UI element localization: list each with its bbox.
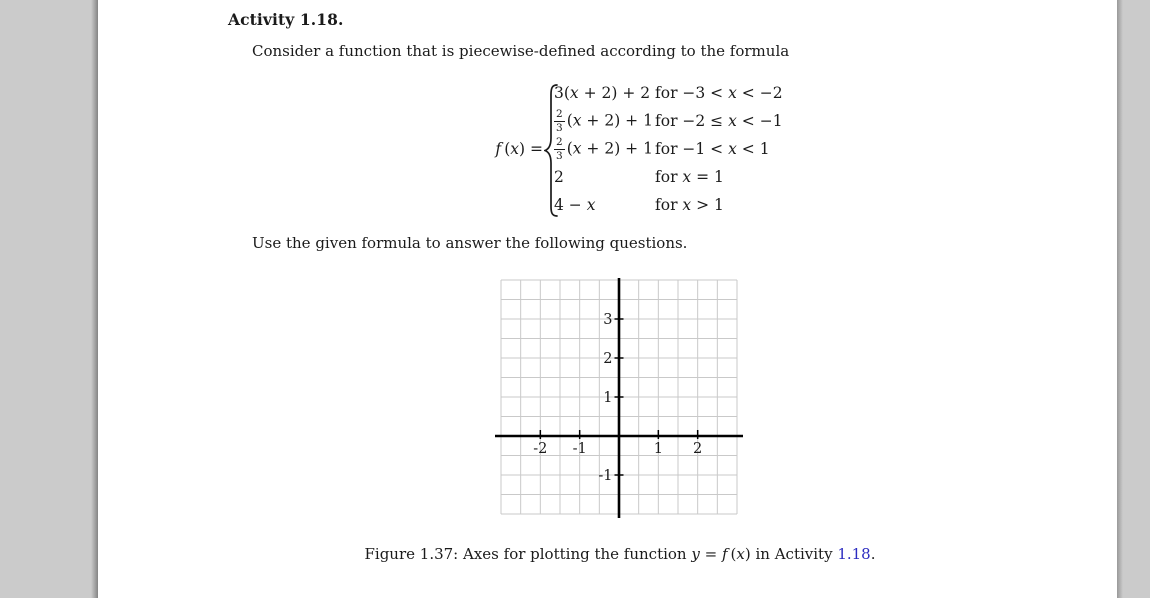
document-page [98,0,1117,598]
formula-rows [554,79,783,219]
math-variable: x [728,140,737,158]
formula-lhs: f (x) = [495,140,543,158]
math-variable: x [569,84,579,102]
formula-expression: 3(x + 2) + 2 [554,84,651,102]
math-variable: x [728,84,737,102]
plot-axes-grid [494,277,746,523]
activity-reference-link[interactable]: 1.18 [837,545,871,563]
page-right-edge-shadow [1117,0,1123,598]
activity-title: Activity 1.18. [228,10,344,29]
tick-label: 1 [653,441,663,457]
math-variable: f [721,545,728,563]
math-variable: x [572,140,582,159]
formula-row [554,107,783,135]
formula-condition: for −2 ≤ x < −1 [655,112,783,130]
math-variable: x [682,168,692,186]
fraction: $\frac{2}{3}$ [556,108,563,134]
tick-label: -1 [598,468,613,484]
formula-expression: 2 [554,168,564,186]
tick-label: -2 [533,441,548,457]
tick-label: 2 [693,441,703,457]
math-variable: f [495,140,502,158]
formula-row [554,79,783,107]
tick-label: 2 [603,351,613,367]
formula-row [554,191,783,219]
math-variable: x [682,196,692,214]
formula-expression: $\frac{2}{3}$ (x + 2) + 1 [556,108,653,134]
math-variable: x [736,545,745,563]
math-variable: x [728,112,737,130]
math-variable: y [691,545,700,563]
formula-condition: for −3 < x < −2 [655,84,783,102]
formula-row [554,135,783,163]
formula-condition: for −1 < x < 1 [655,140,770,158]
formula-row [554,163,783,191]
tick-label: 3 [603,312,613,328]
page-left-edge-shadow [91,0,98,598]
formula-condition: for x = 1 [655,168,724,186]
intro-paragraph: Consider a function that is piecewise-defined according to the formula [252,42,790,60]
formula-expression: $\frac{2}{3}$ (x + 2) + 1 [556,136,653,162]
formula-condition: for x > 1 [655,196,724,214]
math-variable: x [586,196,596,214]
math-variable: x [572,112,582,131]
fraction: $\frac{2}{3}$ [556,136,563,162]
tick-label: 1 [603,390,613,406]
tick-label: -1 [572,441,587,457]
math-variable: x [510,140,520,158]
instruction-paragraph: Use the given formula to answer the following questions. [252,234,688,252]
formula-expression: 4 − x [554,196,596,214]
figure-caption: Figure 1.37: Axes for plotting the function y = f (x) in Activity 1.18. [364,545,876,563]
